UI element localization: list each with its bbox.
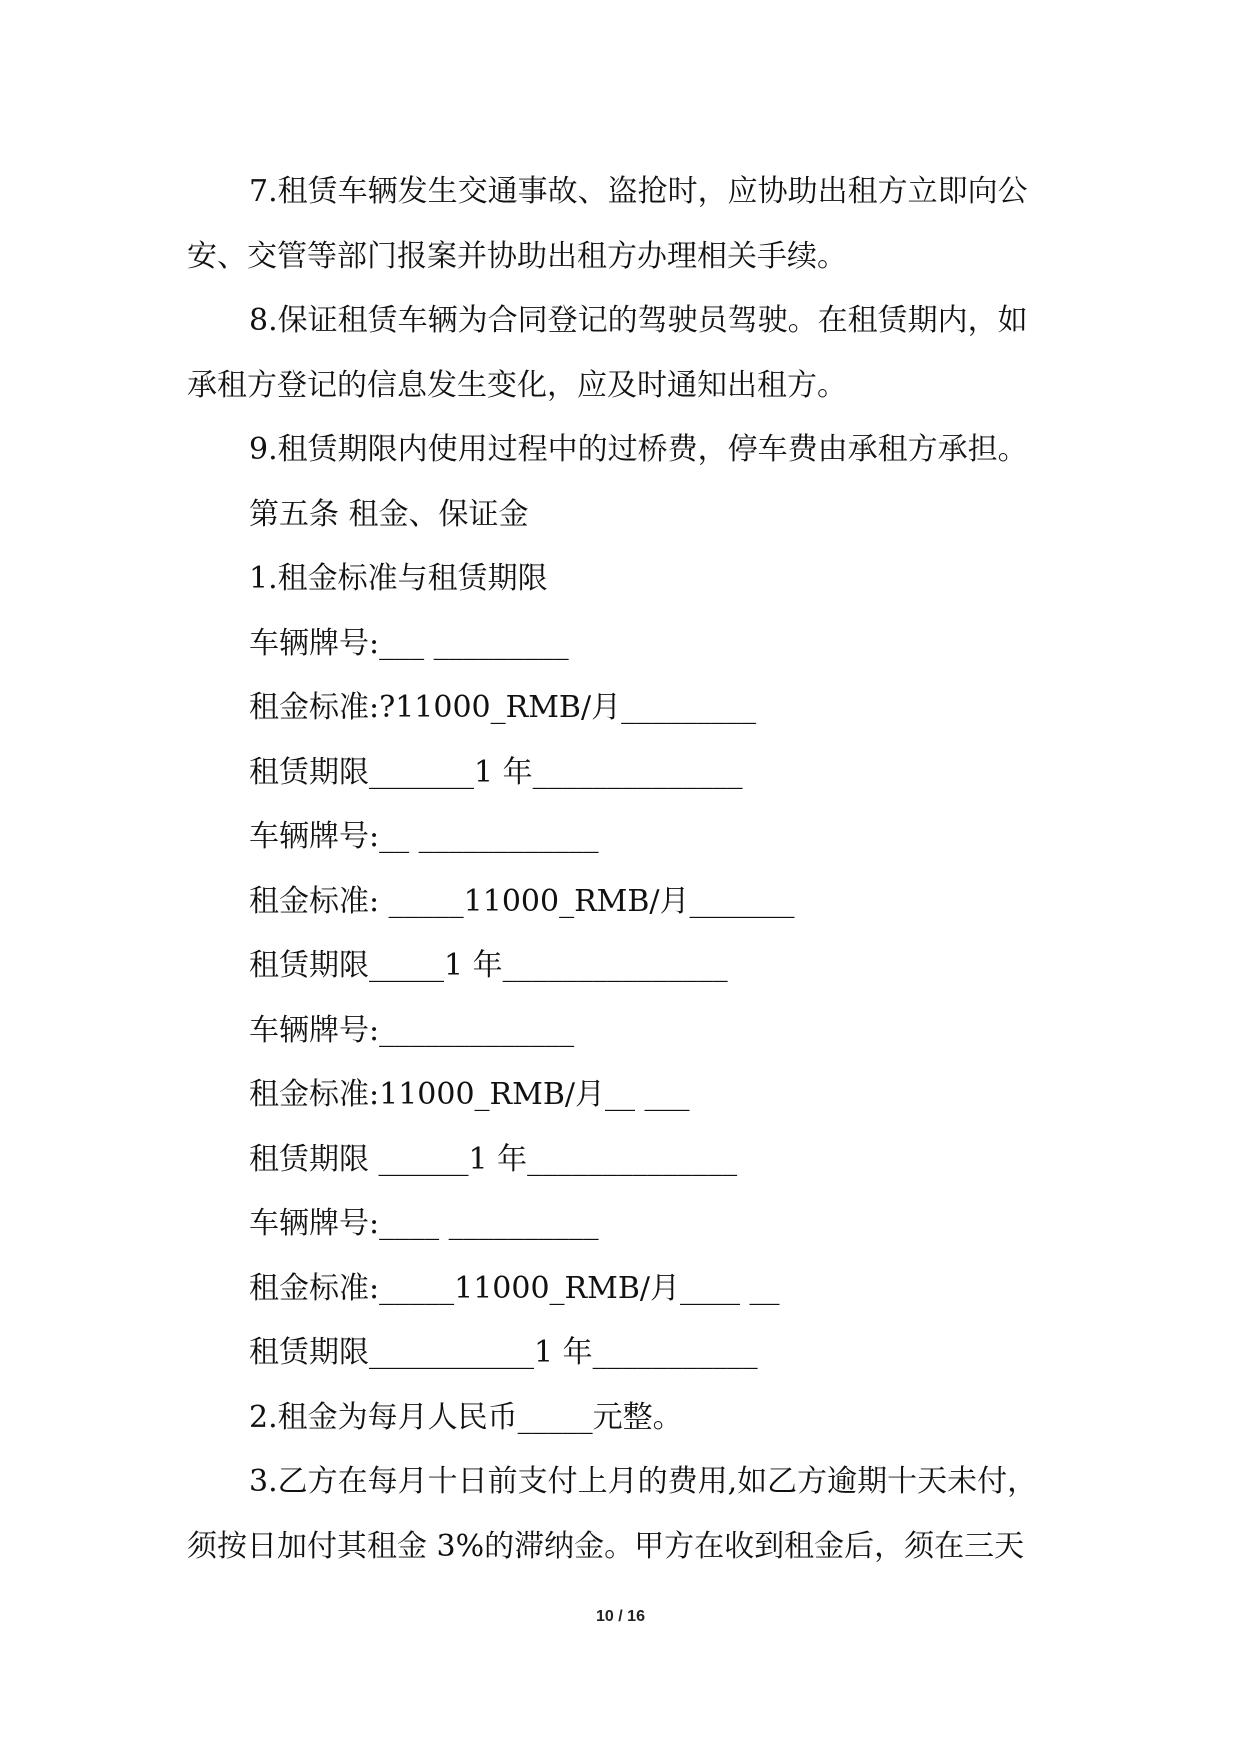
paragraph-monthly-rent: 2.租金为每月人民币_____元整。 (249, 1399, 683, 1435)
field-rent-standard-4: 租金标准:_____11000_RMB/月____ __ (249, 1270, 780, 1306)
field-lease-term-4: 租赁期限___________1 年___________ (249, 1335, 758, 1370)
paragraph-clause-7: 7.租赁车辆发生交通事故、盗抢时，应协助出租方立即向公安、交管等部门报案并协助出租方办理相关手续。 (187, 174, 1028, 274)
field-lease-term-2: 租赁期限_____1 年_______________ (249, 948, 728, 983)
field-rent-standard-1: 租金标准:?11000_RMB/月_________ (249, 690, 757, 725)
field-vehicle-plate-1: 车辆牌号:___ _________ (249, 625, 569, 661)
page-number: 10 / 16 (596, 1608, 645, 1625)
document-body (187, 160, 1057, 1579)
paragraph-rent-standard-heading: 1.租金标准与租赁期限 (249, 561, 548, 596)
paragraph-clause-8: 8.保证租赁车辆为合同登记的驾驶员驾驶。在租赁期内，如承租方登记的信息发生变化，应及时通知出租方。 (187, 303, 1028, 403)
field-rent-standard-3: 租金标准:11000_RMB/月__ ___ (249, 1077, 690, 1112)
field-rent-standard-2: 租金标准: _____11000_RMB/月_______ (249, 883, 795, 919)
field-lease-term-3: 租赁期限 ______1 年______________ (249, 1141, 738, 1177)
paragraph-payment-terms: 3.乙方在每月十日前支付上月的费用,如乙方逾期十天未付，须按日加付其租金 3%的滞纳金。甲方在收到租金后，须在三天 (187, 1464, 1038, 1564)
field-lease-term-1: 租赁期限_______1 年______________ (249, 754, 743, 790)
field-vehicle-plate-2: 车辆牌号:__ ____________ (249, 819, 599, 854)
section-heading-article-5: 第五条 租金、保证金 (249, 496, 529, 532)
field-vehicle-plate-3: 车辆牌号:_____________ (249, 1012, 575, 1048)
paragraph-clause-9: 9.租赁期限内使用过程中的过桥费，停车费由承租方承担。 (249, 432, 1028, 467)
field-vehicle-plate-4: 车辆牌号:____ __________ (249, 1206, 599, 1241)
